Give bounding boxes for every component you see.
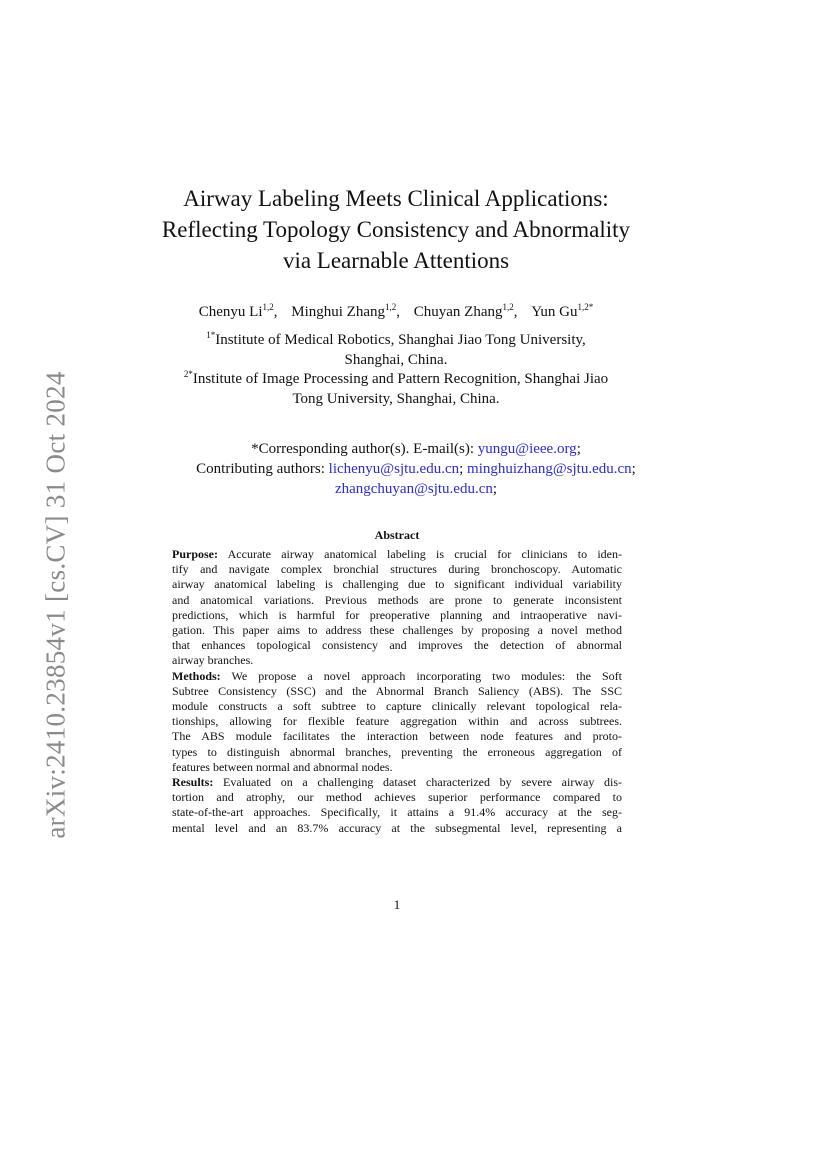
abstract-line: Accurate airway anatomical labeling is crucial for clinicians to iden- [227,547,622,561]
title-line: Reflecting Topology Consistency and Abnormality [161,217,631,242]
affiliation-line: Institute of Image Processing and Pattern Recognition, Shanghai Jiao [192,371,609,387]
abstract-line: Subtree Consistency (SSC) and the Abnormal Branch Saliency (ABS). The SSC [172,683,622,698]
abstract-results [172,775,622,836]
abstract-line: tionships, allowing for flexible feature aggregation within and across subtrees. [172,714,622,729]
abstract-line: The ABS module facilitates the interaction between node features and proto- [172,729,622,744]
affiliation-mark: 2* [183,369,193,379]
affiliation-mark: 1* [206,330,216,340]
abstract-line: Evaluated on a challenging dataset characterized by severe airway dis- [223,775,622,790]
author-affiliation-mark: 1,2* [577,302,594,312]
abstract-line: tortion and atrophy, our method achieves superior performance compared to [172,790,622,805]
separator: ; [492,481,498,497]
abstract-line: types to distinguish abnormal branches, preventing the erroneous aggregation of [172,744,622,759]
separator: ; [631,461,636,477]
page-number: 1 [393,897,401,912]
abstract-line: tify and navigate complex bronchial structures during bronchoscopy. Automatic [172,562,622,577]
abstract-lead: Methods: [172,668,221,683]
abstract-lead: Results: [172,775,214,790]
separator: ; [576,441,581,457]
abstract-body [172,547,622,836]
contributor-email-link[interactable]: minghuizhang@sjtu.edu.cn [467,461,632,477]
corresponding-email-link[interactable]: yungu@ieee.org [477,441,577,457]
author [531,304,593,320]
affiliation [130,369,662,409]
abstract-purpose [172,547,622,669]
affiliation-line: Tong University, Shanghai, China. [292,391,500,407]
corresponding-label: *Corresponding author(s). E-mail(s): [251,441,478,457]
abstract-line: that enhances topological consistency and improves the detection of abnormal [172,638,622,653]
author-name: Chenyu Li [198,304,263,320]
contributing-label: Contributing authors: [196,461,329,477]
affiliation-line: Institute of Medical Robotics, Shanghai Jiao Tong University, [215,332,586,348]
author-name: Yun Gu [531,304,578,320]
author: Minghui Zhang$^{1,2}$, [291,302,400,320]
title-line: Airway Labeling Meets Clinical Applications: [183,186,609,211]
author-list [120,300,672,324]
author: Chuyan Zhang$^{1,2}$, [413,302,518,320]
abstract-line: state-of-the-art approaches. Specifically, it attains a 91.4% accuracy at the seg- [172,805,622,820]
contributor-email-link[interactable]: zhangchuyan@sjtu.edu.cn [334,481,493,497]
title-line: via Learnable Attentions [282,248,510,273]
abstract-line: airway anatomical labeling is challenging due to significant individual variability [172,577,622,592]
abstract-line: We propose a novel approach incorporating two modules: the Soft [231,668,622,683]
abstract-methods [172,669,622,775]
abstract-heading: Abstract [374,528,420,542]
abstract-line: mental level and an 83.7% accuracy at the subsegmental level, representing a [172,820,622,835]
abstract-line: predictions, which is harmful for preoperative planning and intraoperative navi- [172,607,622,622]
paper-title [120,183,672,276]
author-name: Chuyan Zhang [413,304,503,320]
abstract-line: gation. This paper aims to address these challenges by proposing a novel method [172,623,622,638]
author-affiliation-mark: 1,2 [385,302,397,312]
arxiv-stamp: arXiv:2410.23854v1 [cs.CV] 31 Oct 2024 [40,371,71,839]
affiliation-line: Shanghai, China. [344,352,448,368]
abstract-line: module constructs a soft subtree to capture clinically relevant topological rela- [172,699,622,714]
affiliation [130,330,662,370]
contact-info [120,439,712,499]
author: Chenyu Li$^{1,2}$, [198,302,278,320]
author-affiliation-mark: 1,2 [262,302,274,312]
abstract-line: and anatomical variations. Previous methods are prone to generate inconsistent [172,592,622,607]
abstract-line: airway branches. [172,653,254,668]
author-name: Minghui Zhang [291,304,385,320]
abstract-lead: Purpose: [172,547,218,561]
separator: ; [459,461,464,477]
contributor-email-link[interactable]: lichenyu@sjtu.edu.cn [328,461,460,477]
author-affiliation-mark: 1,2 [502,302,514,312]
abstract-line: features between normal and abnormal nodes. [172,759,393,774]
